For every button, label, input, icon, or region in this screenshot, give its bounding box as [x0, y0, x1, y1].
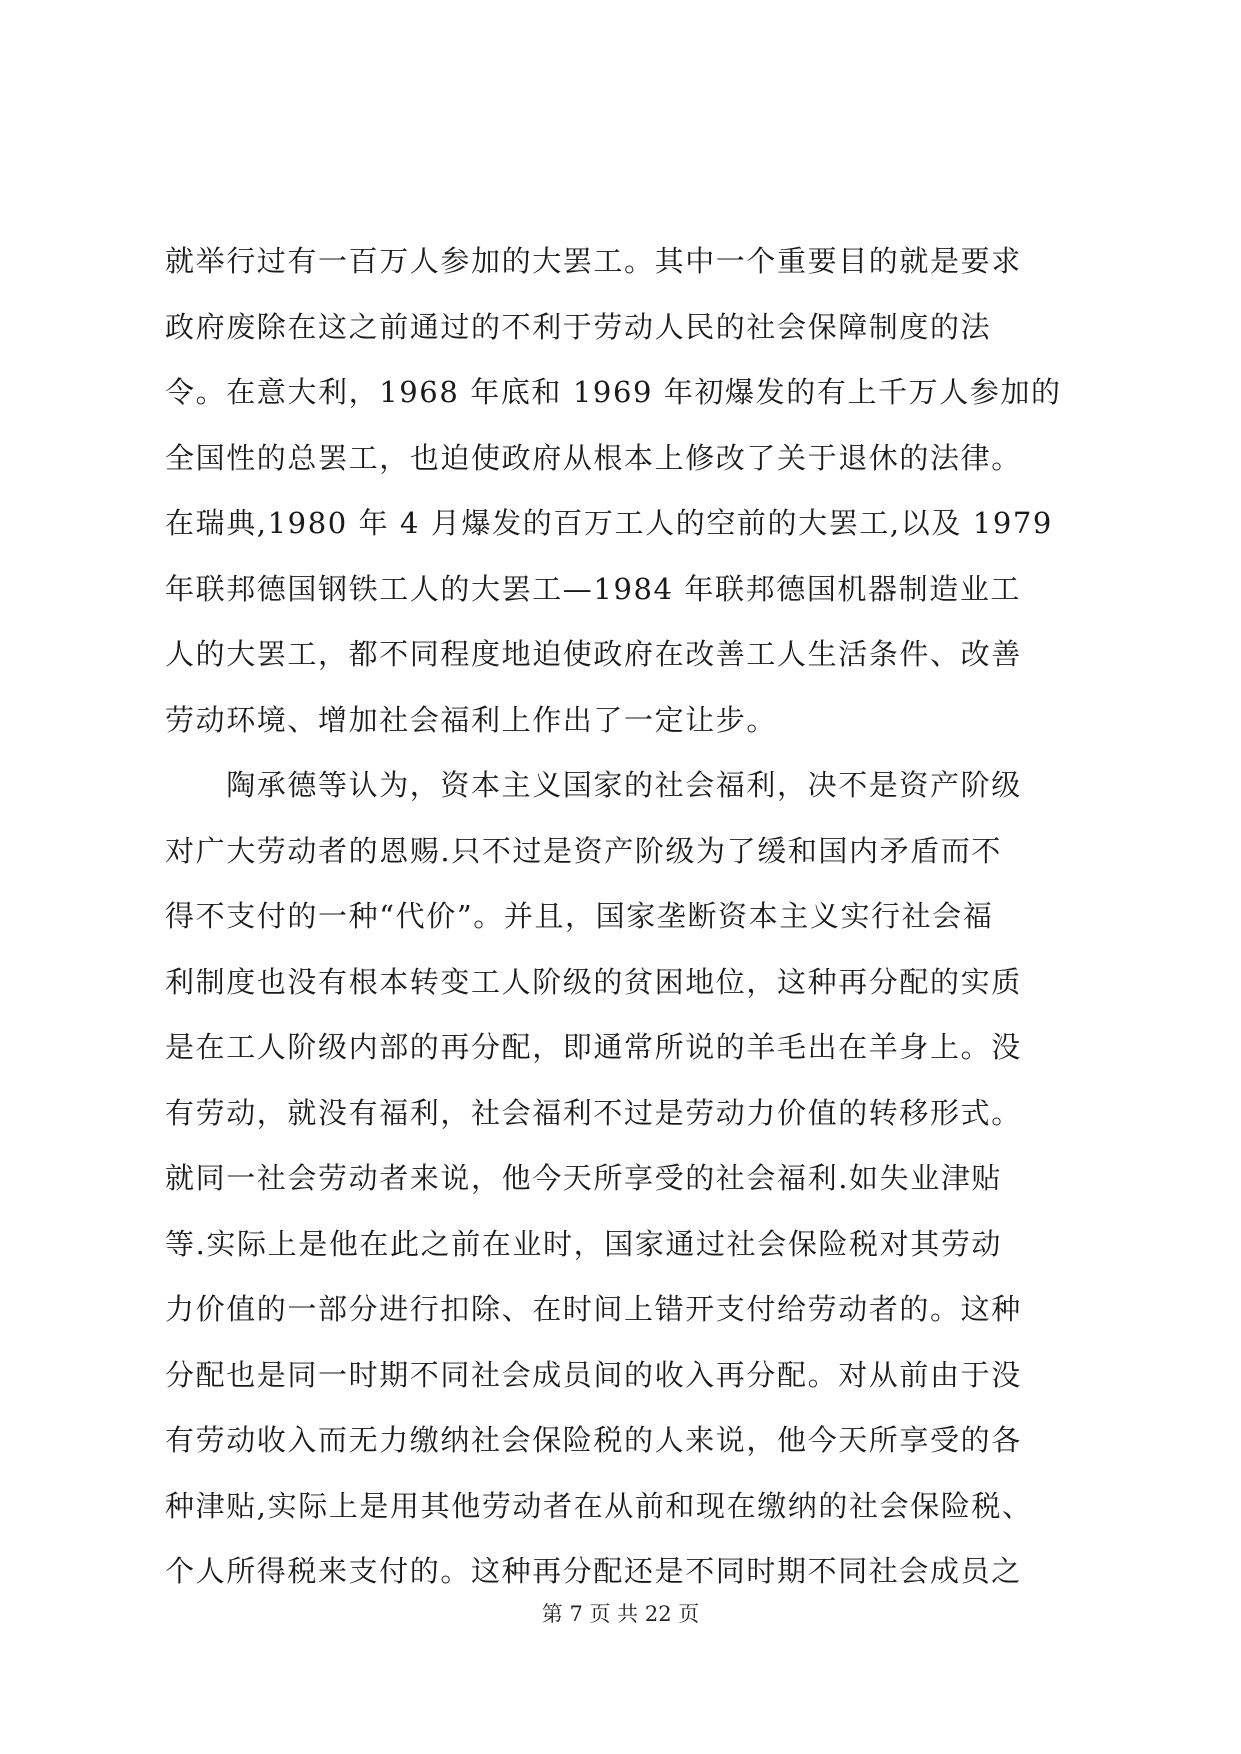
text-line: 就同一社会劳动者来说，他今天所享受的社会福利.如失业津贴 — [165, 1161, 1003, 1195]
text-line: 令。在意大利，1968 年底和 1969 年初爆发的有上千万人参加的 — [165, 375, 1062, 409]
text-line: 对广大劳动者的恩赐.只不过是资产阶级为了缓和国内矛盾而不 — [165, 833, 1003, 868]
text-line: 有劳动，就没有福利，社会福利不过是劳动力价值的转移形式。 — [165, 1095, 1022, 1130]
text-line: 全国性的总罢工，也迫使政府从根本上修改了关于退休的法律。 — [165, 440, 1022, 475]
text-line: 就举行过有一百万人参加的大罢工。其中一个重要目的就是要求 — [165, 244, 1022, 278]
text-line: 利制度也没有根本转变工人阶级的贫困地位，这种再分配的实质 — [165, 964, 1022, 999]
body-text — [165, 229, 1085, 1605]
text-line: 在瑞典,1980 年 4 月爆发的百万工人的空前的大罢工,以及 1979 — [165, 506, 1053, 540]
page-footer — [0, 1600, 1241, 1628]
text-line: 有劳动收入而无力缴纳社会保险税的人来说，他今天所享受的各 — [165, 1423, 1022, 1457]
text-line: 年联邦德国钢铁工人的大罢工—1984 年联邦德国机器制造业工 — [165, 571, 1022, 606]
text-line: 是在工人阶级内部的再分配，即通常所说的羊毛出在羊身上。没 — [165, 1030, 1022, 1064]
text-line: 种津贴,实际上是用其他劳动者在从前和现在缴纳的社会保险税、 — [165, 1488, 1033, 1523]
text-line: 陶承德等认为，资本主义国家的社会福利，决不是资产阶级 — [165, 768, 1022, 802]
text-line: 政府废除在这之前通过的不利于劳动人民的社会保障制度的法 — [165, 309, 992, 344]
text-line: 力价值的一部分进行扣除、在时间上错开支付给劳动者的。这种 — [165, 1292, 1022, 1326]
text-line: 得不支付的一种“代价”。并且，国家垄断资本主义实行社会福 — [165, 899, 994, 933]
text-line: 分配也是同一时期不同社会成员间的收入再分配。对从前由于没 — [165, 1357, 1022, 1392]
text-line: 个人所得税来支付的。这种再分配还是不同时期不同社会成员之 — [165, 1554, 1022, 1588]
text-line: 等.实际上是他在此之前在业时，国家通过社会保险税对其劳动 — [165, 1226, 1003, 1261]
page-number: 第 7 页 共 22 页 — [541, 1602, 700, 1626]
text-line: 人的大罢工，都不同程度地迫使政府在改善工人生活条件、改善 — [165, 637, 1022, 671]
text-line: 劳动环境、增加社会福利上作出了一定让步。 — [165, 702, 778, 737]
